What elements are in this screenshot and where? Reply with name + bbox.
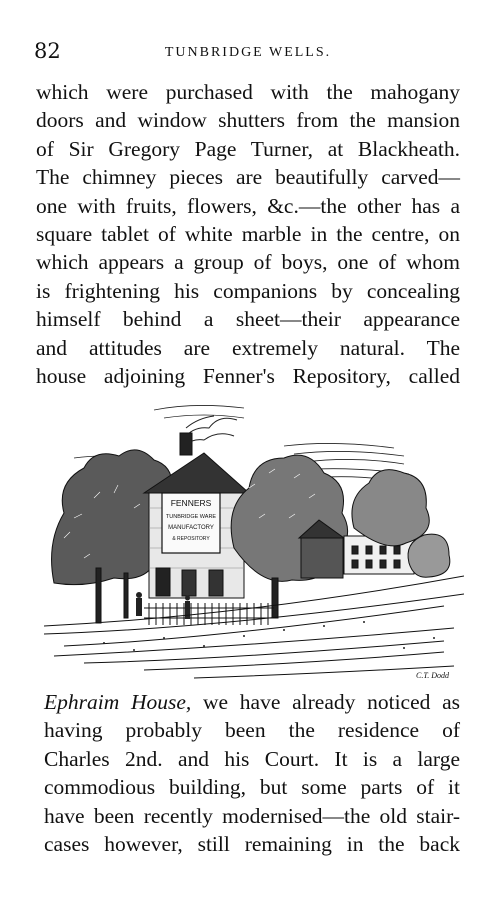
text-line: square tablet of white marble in the centre, on: [36, 222, 460, 247]
sign-line: MANUFACTORY: [168, 525, 214, 531]
text-line: of Sir Gregory Page Turner, at Blackheath.: [36, 136, 460, 161]
text-line: The chimney pieces are beautifully carved—: [36, 165, 460, 190]
fence: [144, 603, 274, 625]
text-line: Charles 2nd. and his Court. It is a large: [44, 746, 460, 771]
text-line: is frightening his companions by concealing: [36, 278, 460, 303]
running-title: TUNBRIDGE WELLS.: [164, 45, 332, 60]
shop-sign: [162, 493, 220, 553]
text-line: cases however, still remaining in the back: [44, 832, 460, 857]
text-line: which were purchased with the mahogany: [36, 80, 460, 104]
engraving-illustration: [44, 398, 464, 683]
sign-line: & REPOSITORY: [172, 536, 210, 542]
text-fragment: we have already noticed as: [191, 690, 461, 714]
text-line: and attitudes are extremely natural. The: [36, 335, 460, 360]
text-line: [44, 688, 460, 716]
engraver-signature: C.T. Dodd: [416, 671, 449, 680]
italic-phrase: Ephraim House,: [44, 690, 192, 714]
road: [44, 576, 464, 678]
street-scene-engraving: [44, 398, 464, 683]
text-line: doors and window shutters from the mansion: [36, 108, 460, 133]
text-line: having probably been the residence of: [44, 718, 460, 743]
road-detail: [103, 621, 435, 651]
text-line: himself behind a sheet—their appearance: [36, 307, 460, 332]
page-number: 82: [34, 39, 61, 63]
bottom-paragraph: [44, 688, 460, 858]
text-line: have been recently modernised—the old stair-: [44, 803, 460, 828]
sign-line: TUNBRIDGE WARE: [165, 514, 217, 520]
text-line: which appears a group of boys, one of whom: [36, 250, 460, 275]
text-line: one with fruits, flowers, &c.—the other has a: [36, 193, 460, 218]
text-line: house adjoining Fenner's Repository, called: [36, 364, 460, 389]
top-paragraph: [36, 78, 460, 390]
running-head: [34, 36, 462, 66]
text-line: commodious building, but some parts of it: [44, 775, 460, 800]
sign-line: FENNERS: [170, 498, 212, 508]
